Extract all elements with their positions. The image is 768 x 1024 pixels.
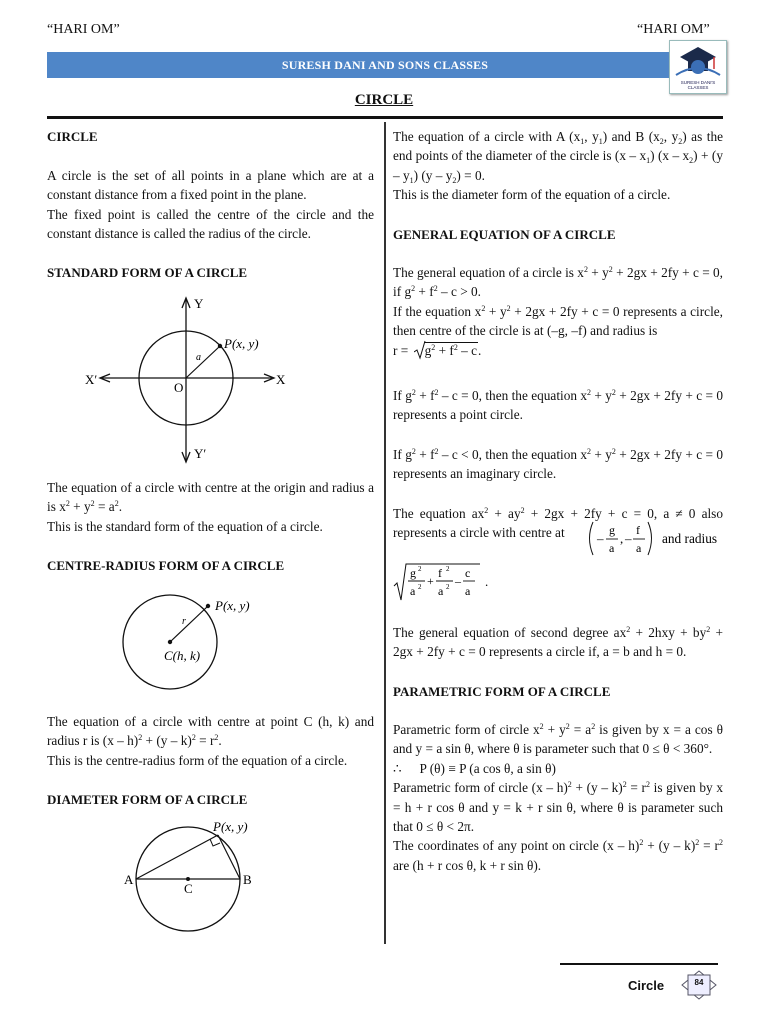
right-heading-parametric bbox=[393, 682, 723, 701]
general-radius-formula: r = $g^2 + f^2 - c$. bbox=[393, 341, 723, 360]
header-left: “HARI OM” bbox=[47, 22, 120, 37]
radius-sqrt: $g^2 + f^2 - c$ bbox=[414, 341, 478, 360]
standard-form-figure bbox=[82, 292, 312, 467]
svg-text:f: f bbox=[636, 523, 640, 537]
fig1-origin-label: O bbox=[174, 380, 184, 395]
svg-text:–: – bbox=[455, 574, 461, 588]
parametric-text bbox=[393, 720, 723, 875]
parametric-coordinates: The coordinates of any point on circle $(x - h)^2 + (y - k)^2 = r^2$ are (h + r cos θ, k + r sin θ). bbox=[393, 838, 723, 873]
fig3-point-label: P(x, y) bbox=[213, 819, 248, 834]
svg-text:a: a bbox=[465, 584, 471, 598]
point-circle-text: If $g^2 + f^2 - c = 0$, then the equation $x^2 + y^2 + 2gx + 2fy + c = 0$ represents a point circle. bbox=[393, 388, 723, 423]
general-centre-radius: If the equation $x^2 + y^2 + 2gx + 2fy + c = 0$ represents a circle, then centre of the circle is at (–g, –f) and radius is bbox=[393, 303, 723, 339]
svg-text:,: , bbox=[620, 531, 624, 546]
title-rule bbox=[47, 116, 723, 119]
svg-text:a: a bbox=[609, 541, 615, 555]
left-heading-circle bbox=[47, 127, 374, 146]
parametric-point: ∴ P (θ) ≡ P (a cos θ, a sin θ) bbox=[393, 760, 556, 776]
svg-text:+: + bbox=[427, 574, 434, 588]
standard-equation: The equation of a circle with centre at the origin and radius a is $x^2 + y^2 = a^2$. bbox=[47, 480, 374, 515]
centre-radius-equation: The equation of a circle with centre at point C (h, k) and radius r is $(x - h)^2 + (y - k)^2 = r^2$. bbox=[47, 714, 374, 749]
diameter-equation: The equation of a circle with A ($x_1$, $y_1$) and B ($x_2$, $y_2$) as the end points of the diameter of the circle is $(x - x_1)$ $(x - x_2) + (y - y_1)$ $(y - y_2) = 0$. bbox=[393, 129, 724, 185]
left-heading-standard bbox=[47, 263, 374, 282]
centre-radius-text bbox=[47, 712, 374, 770]
fig1-x-label: X bbox=[276, 372, 286, 387]
heading-centre-radius: CENTRE-RADIUS FORM OF A CIRCLE bbox=[47, 558, 285, 573]
left-heading-diameter bbox=[47, 790, 374, 809]
def-para-1: A circle is the set of all points in a plane which are at a constant distance from a fixed point in the plane. bbox=[47, 168, 374, 203]
svg-text:2: 2 bbox=[446, 565, 450, 573]
heading-standard-form: STANDARD FORM OF A CIRCLE bbox=[47, 265, 248, 280]
svg-text:–: – bbox=[597, 531, 604, 546]
svg-text:2: 2 bbox=[418, 565, 422, 573]
fig2-radius-label: r bbox=[182, 616, 186, 627]
heading-diameter-form: DIAMETER FORM OF A CIRCLE bbox=[47, 792, 248, 807]
footer-label: Circle bbox=[628, 978, 665, 993]
diameter-form-text bbox=[393, 127, 723, 205]
svg-text:g: g bbox=[609, 523, 615, 537]
fig2-point-label: P(x, y) bbox=[215, 598, 250, 613]
right-heading-general bbox=[393, 225, 723, 244]
heading-circle: CIRCLE bbox=[47, 129, 98, 144]
centre-radius-figure bbox=[110, 590, 300, 700]
fig1-xprime-label: X′ bbox=[85, 372, 98, 387]
page-title: CIRCLE bbox=[354, 92, 414, 108]
page-number: 84 bbox=[694, 978, 704, 987]
svg-text:g: g bbox=[410, 566, 416, 580]
fig1-point-label: P(x, y) bbox=[224, 336, 259, 351]
page-number-badge bbox=[681, 970, 717, 1000]
centre-radius-note: This is the centre-radius form of the equation of a circle. bbox=[47, 752, 348, 768]
def-para-2: The fixed point is called the centre of the circle and the constant distance is called the radius of the circle. bbox=[47, 206, 374, 242]
imaginary-circle-text: If $g^2 + f^2 - c < 0$, then the equation $x^2 + y^2 + 2gx + 2fy + c = 0$ represents an imaginary circle. bbox=[393, 447, 723, 482]
and-radius-label: and radius bbox=[662, 531, 718, 546]
circle-definition bbox=[47, 166, 374, 244]
svg-text:2: 2 bbox=[446, 583, 450, 591]
second-degree-text: The general equation of second degree $ax^2 + 2hxy + by^2 + 2gx + 2fy + c = 0$ represents a circle if, a = b and h = 0. bbox=[393, 625, 724, 660]
footer-rule bbox=[560, 963, 718, 965]
diameter-form-figure bbox=[118, 815, 268, 935]
standard-form-text bbox=[47, 478, 374, 536]
fig1-radius-label: a bbox=[196, 352, 201, 363]
fig3-c-label: C bbox=[184, 881, 193, 896]
radius-formula bbox=[393, 560, 503, 604]
logo-text: SURESH DANI'S CLASSES bbox=[680, 80, 716, 90]
svg-text:a: a bbox=[410, 584, 416, 598]
fig3-a-label: A bbox=[124, 872, 134, 887]
institute-banner: SURESH DANI AND SONS CLASSES bbox=[47, 52, 723, 78]
heading-general-equation: GENERAL EQUATION OF A CIRCLE bbox=[393, 227, 616, 242]
general-equation-text bbox=[393, 263, 723, 341]
fig2-centre-label: C(h, k) bbox=[164, 648, 201, 663]
fig1-y-label: Y bbox=[194, 296, 204, 311]
standard-note: This is the standard form of the equation of a circle. bbox=[47, 518, 323, 534]
svg-text:2: 2 bbox=[418, 583, 422, 591]
header-right: “HARI OM” bbox=[637, 22, 710, 37]
svg-text:–: – bbox=[625, 531, 632, 546]
svg-text:c: c bbox=[465, 566, 471, 580]
svg-text:a: a bbox=[438, 584, 444, 598]
ax2-equation-text: The equation $ax^2 + ay^2 + 2gx + 2fy + c = 0$, a ≠ 0 also represents a circle with centre at bbox=[393, 506, 723, 541]
svg-text:.: . bbox=[485, 574, 489, 589]
fig3-b-label: B bbox=[243, 872, 252, 887]
svg-text:a: a bbox=[636, 541, 642, 555]
centre-fraction bbox=[585, 519, 725, 559]
fig1-yprime-label: Y′ bbox=[194, 446, 207, 461]
institute-logo bbox=[669, 40, 727, 94]
parametric-general: Parametric form of circle $(x - h)^2 + (y - k)^2 = r^2$ is given by x = h + r cos θ and y = k + r sin θ, where θ is parameter such that 0 ≤ θ < 2π. bbox=[393, 780, 723, 835]
general-equation: The general equation of a circle is $x^2 + y^2 + 2gx + 2fy + c = 0$, if $g^2 + f^2 - c > 0$. bbox=[393, 265, 724, 300]
heading-parametric-form: PARAMETRIC FORM OF A CIRCLE bbox=[393, 684, 611, 699]
left-heading-centre-radius bbox=[47, 556, 374, 575]
diameter-note: This is the diameter form of the equation of a circle. bbox=[393, 187, 671, 203]
parametric-origin: Parametric form of circle $x^2 + y^2 = a^2$ is given by x = a cos θ and y = a sin θ, where θ is parameter such that 0 ≤ θ < 360°. bbox=[393, 722, 723, 757]
svg-text:f: f bbox=[438, 566, 442, 580]
column-divider bbox=[384, 122, 386, 944]
